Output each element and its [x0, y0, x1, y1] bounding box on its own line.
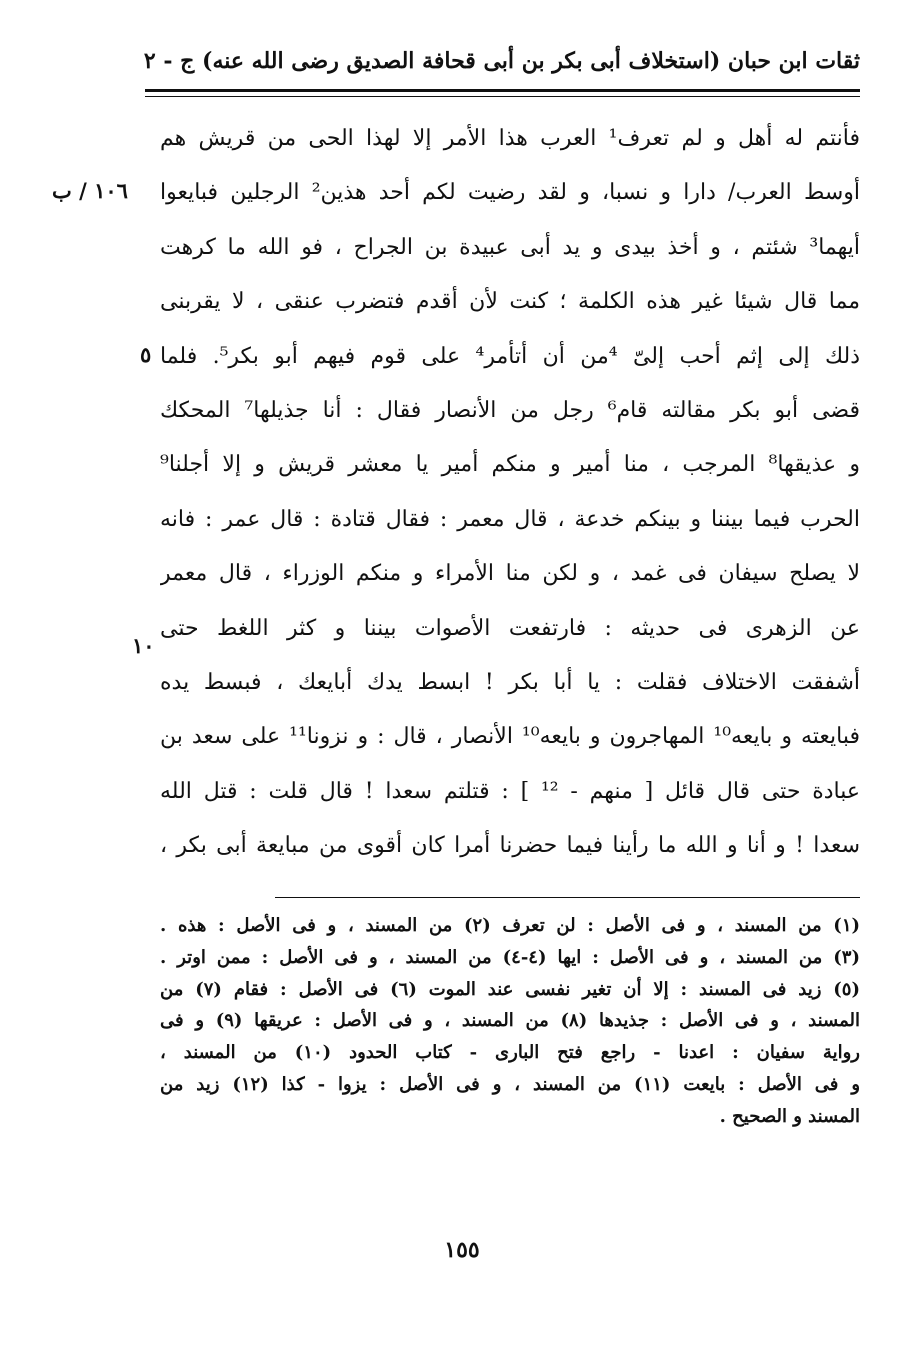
text-line: عن الزهرى فى حديثه : فارتفعت الأصوات بيننا و كثر اللغط حتى	[160, 615, 860, 641]
text-line: عبادة حتى قال قائل [ منهم - ¹² ] : قتلتم سعدا ! قال قلت : قتل الله	[160, 778, 860, 804]
line-number-10: ١٠	[132, 633, 155, 658]
text-line: أيهما³ شئتم ، و أخذ بيدى و يد أبى عبيدة بن الجراح ، فو الله ما كرهت	[160, 234, 860, 260]
footnote-line: و فى الأصل : بايعت (١١) من المسند ، و فى الأصل : يزوا - كذا (١٢) زيد من	[160, 1073, 860, 1095]
text-line: و عذيقها⁸ المرجب ، منا أمير و منكم أمير يا معشر قريش و إلا أجلنا⁹	[160, 452, 860, 478]
footnote-divider	[275, 897, 860, 898]
text-line: ذلك إلى إثم أحب إلىّ ⁴من أن أتأمر⁴ على قوم فيهم أبو بكر⁵. فلما	[160, 343, 860, 369]
running-header: ثقات ابن حبان (استخلاف أبى بكر بن أبى قحافة الصديق رضى الله عنه) ج - ٢	[143, 48, 860, 74]
text-line: فبايعته و بايعه¹⁰ المهاجرون و بايعه¹⁰ الأنصار ، قال : و نزونا¹¹ على سعد بن	[160, 724, 860, 750]
page-number: ١٥٥	[444, 1237, 480, 1263]
footnote-line: المسند و الصحيح .	[719, 1105, 860, 1127]
footnotes	[160, 910, 860, 1133]
text-line: أوسط العرب/ دارا و نسبا، و لقد رضيت لكم أحد هذين² الرجلين فبايعوا	[160, 180, 860, 206]
footnote-line: (٥) زيد فى المسند : إلا أن تغير نفسى عند الموت (٦) فى الأصل : فقام (٧) من	[160, 978, 860, 1000]
text-line: سعدا ! و أنا و الله ما رأينا فيما حضرنا أمرا كان أقوى من مبايعة أبى بكر ،	[160, 833, 860, 859]
line-number-5: ٥	[140, 342, 152, 367]
header-rule-thick	[145, 89, 860, 92]
folio-marker: ١٠٦ / ب	[52, 178, 128, 203]
footnote-line: (٣) من المسند ، و فى الأصل : ايها (٤-٤) من المسند ، و فى الأصل : ممن اوتر .	[160, 946, 860, 968]
text-line: لا يصلح سيفان فى غمد ، و لكن منا الأمراء و منكم الوزراء ، قال معمر	[160, 561, 860, 587]
text-line: مما قال شيئا غير هذه الكلمة ؛ كنت لأن أقدم فتضرب عنقى ، لا يقربنى	[160, 289, 860, 315]
footnote-line: رواية سفيان : اعدنا - راجع فتح البارى - كتاب الحدود (١٠) من المسند ،	[160, 1042, 860, 1064]
text-line: أشفقت الاختلاف فقلت : يا أبا بكر ! ابسط يدك أبايعك ، فبسط يده	[160, 669, 860, 695]
main-text	[160, 112, 860, 873]
header-rule-thin	[145, 96, 860, 97]
footnote-line: المسند ، و فى الأصل : جذيدها (٨) من المسند ، و فى الأصل : عريقها (٩) و فى	[160, 1010, 860, 1032]
footnote-line: (١) من المسند ، و فى الأصل : لن تعرف (٢) من المسند ، و فى الأصل : هذه .	[160, 915, 860, 936]
text-line: فأنتم له أهل و لم تعرف¹ العرب هذا الأمر إلا لهذا الحى من قريش هم	[160, 126, 860, 151]
text-line: الحرب فيما بيننا و بينكم خدعة ، قال معمر : فقال قتادة : قال عمر : فانه	[160, 506, 860, 532]
text-line: قضى أبو بكر مقالته قام⁶ رجل من الأنصار فقال : أنا جذيلها⁷ المحكك	[160, 397, 860, 423]
